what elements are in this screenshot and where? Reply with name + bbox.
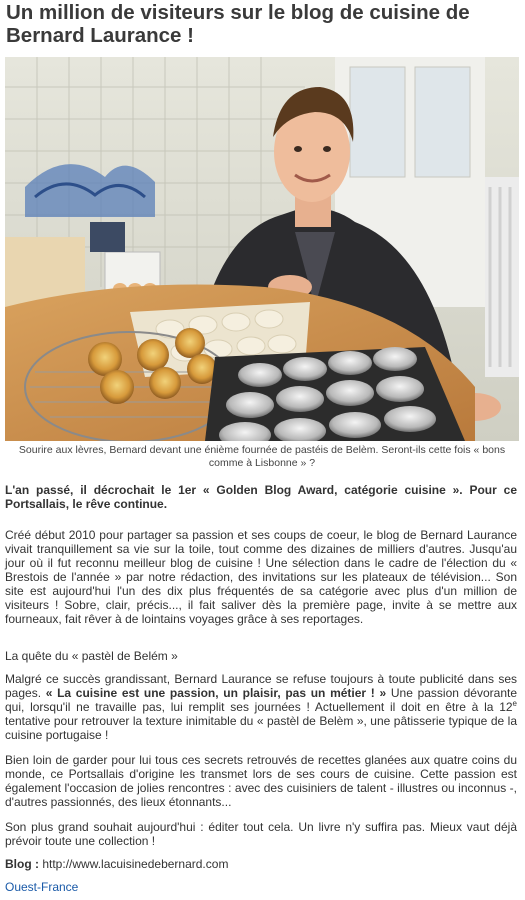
paragraph-4: Son plus grand souhait aujourd'hui : éditer tout cela. Un livre n'y suffira pas. Mieux vaut déjà prévoir toute une collection ! (5, 820, 517, 848)
blog-line (5, 857, 517, 871)
article-title: Un million de visiteurs sur le blog de cuisine de Bernard Laurance ! (6, 1, 470, 47)
paragraph-3: Bien loin de garder pour lui tous ces secrets retrouvés de recettes glanées aux quatre coins du monde, ce Portsallais d'origine les transmet lors de ses cours de cuisine. Cette passion est également l'occasion de jolies rencontres : avec des cuisiniers de talent - illustres ou inconnus -, d'autres passionnés, des lieux étonnants... (5, 753, 517, 809)
paragraph-2-quote: « La cuisine est une passion, un plaisir, pas un métier ! » (45, 686, 387, 700)
photo-caption: Sourire aux lèvres, Bernard devant une énième fournée de pastéis de Belèm. Seront-ils cette fois « bons comme à Lisbonne » ? (18, 444, 506, 469)
article-lead: L'an passé, il décrochait le 1er « Golden Blog Award, catégorie cuisine ». Pour ce Portsallais, le rêve continue. (5, 483, 517, 511)
blog-url-link[interactable]: http://www.lacuisinedebernard.com (42, 857, 229, 871)
blog-label: Blog : (5, 857, 39, 871)
source-link[interactable]: Ouest-France (5, 880, 79, 894)
paragraph-2-end: tentative pour retrouver la texture inimitable du « pastèl de Belèm », une pâtisserie typique de la cuisine portugaise ! (5, 714, 517, 742)
paragraph-1: Créé début 2010 pour partager sa passion et ses coups de coeur, le blog de Bernard Laurance vivait tranquillement sa vie sur la toile, tout comme des dizaines de milliers d'autres. Jusqu'au jour où il fut reconnu meilleur blog de cuisine ! Une sélection dans le cadre de l'élection du « Brestois de l'année » par notre rédaction, des invitations sur les plateaux de télévision... Son site est aujourd'hui l'un des dix plus fréquentés de sa catégorie avec plus d'un million de visiteurs ! Sobre, clair, précis..., il fait saliver dès la première page, invite à se mettre aux fourneaux, fait rêver à de lointains voyages grâce à ses reportages. (5, 528, 517, 626)
article-photo (5, 57, 519, 441)
paragraph-2-start: Malgré ce succès grandissant, Bernard Laurance se refuse toujours à toute publicité dans ses pages. (5, 672, 517, 700)
section-subheading: La quête du « pastèl de Belém » (5, 649, 178, 663)
paragraph-2 (5, 672, 517, 742)
paragraph-2-superscript: e (512, 699, 517, 708)
paragraph-2-mid: Une passion dévorante qui, lorsqu'il ne travaille pas, lui remplit ses journées ! Actuellement il doit en être à la 12 (5, 686, 518, 714)
